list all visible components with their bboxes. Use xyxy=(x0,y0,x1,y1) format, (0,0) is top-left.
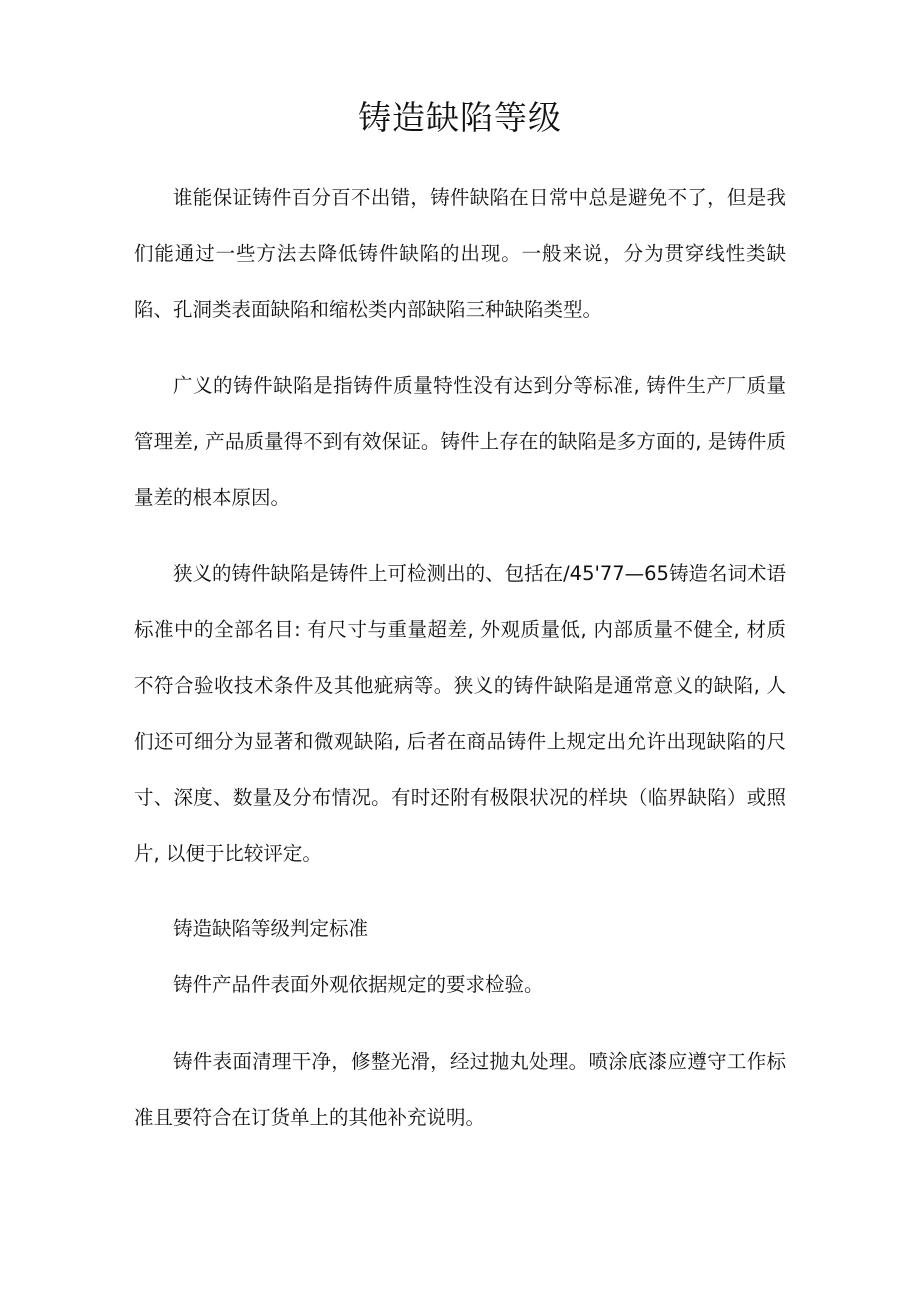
paragraph-surface-cleaning: 铸件表面清理干净，修整光滑，经过抛丸处理。喷涂底漆应遵守工作标准且要符合在订货单上的其他补充说明。 xyxy=(134,1050,786,1129)
paragraph-intro: 谁能保证铸件百分百不出错，铸件缺陷在日常中总是避免不了，但是我们能通过一些方法去降低铸件缺陷的出现。一般来说，分为贯穿线性类缺陷、孔洞类表面缺陷和缩松类内部缺陷三种缺陷类型。 xyxy=(134,186,786,321)
paragraph-broad-definition: 广义的铸件缺陷是指铸件质量特性没有达到分等标准, 铸件生产厂质量管理差, 产品质量得不到有效保证。铸件上存在的缺陷是多方面的, 是铸件质量差的根本原因。 xyxy=(134,374,786,509)
document-title: 铸造缺陷等级 xyxy=(358,98,562,137)
paragraph-narrow-definition: 狭义的铸件缺陷是铸件上可检测出的、包括在/45'77—65铸造名词术语标准中的全部名目: 有尺寸与重量超差, 外观质量低, 内部质量不健全, 材质不符合验收技术条件及其他疵病等。狭义的铸件缺陷是通常意义的缺陷, 人们还可细分为显著和微观缺陷, 后者在商品铸件上规定出允许出现缺陷的尺寸、深度、数量及分布情况。有时还附有极限状况的样块（临界缺陷）或照片, 以便于比较评定。 xyxy=(134,562,786,865)
paragraph-surface-inspection: 铸件产品件表面外观依据规定的要求检验。 xyxy=(173,973,544,996)
section-heading-grading-standard: 铸造缺陷等级判定标准 xyxy=(173,917,369,940)
